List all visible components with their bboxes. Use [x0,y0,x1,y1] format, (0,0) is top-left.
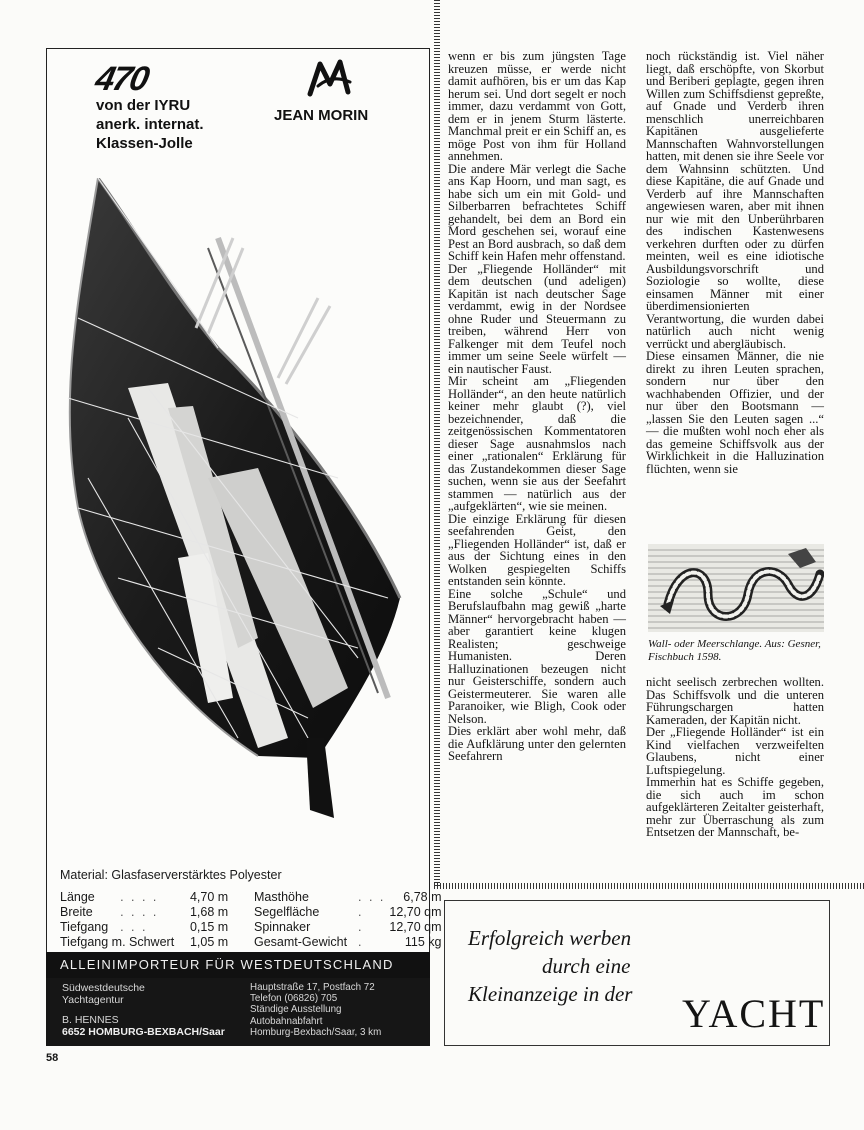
importer-address [62,982,225,1038]
class-470-logo: 470 [92,60,151,98]
footer-line: Homburg-Bexbach/Saar, 3 km [250,1026,382,1038]
spec-value: 4,70 m [189,890,229,904]
spec-row [254,920,442,935]
spec-row [60,935,228,950]
page-number: 58 [46,1052,59,1064]
paragraph: Die andere Mär verlegt die Sache ans Kap Hoorn, und man sagt, es habe sich um ein mit Gold- und Silberbarren befrachtetes Schiff gehandelt, bei dem an Bord ein Mord geschehen sei, worauf eine Pest an Bord ausbrach, so daß dem Schiff kein Hafen mehr offenstand. [448,161,626,263]
slogan-line: durch eine [542,954,631,978]
spec-row [60,920,228,935]
spec-dots: . [358,905,364,919]
spec-label: Breite [60,905,93,919]
paragraph: Immerhin hat es Schiffe gegeben, die sich auch im schon aufgeklärteren Zeitalter geisterhaft, mehr zur Überraschung als zum Entsetzen der Mannschaft, be- [646,775,824,839]
paragraph: Der „Fliegende Holländer“ ist ein Kind vielfachen verzweifelten Glaubens, nicht einer Luftspiegelung. [646,725,824,777]
importer-contact [250,982,381,1038]
spec-value: 12,70 qm [389,920,442,934]
article-column-1 [448,50,626,763]
spec-value: 115 kg [404,935,442,949]
jean-morin-logo-icon [306,58,354,98]
spec-dots: . . . [358,890,386,904]
spec-dots: . . . . [120,905,159,919]
importer-title-bar: ALLEINIMPORTEUR FÜR WESTDEUTSCHLAND [46,952,430,978]
paragraph: Mir scheint am „Fliegenden Holländer“, an den heute natürlich keiner mehr glaubt (?), viel bezeichnender, daß die zeitgenössischen Kommentatoren dieser Sage ausnahmslos nach einer „rationalen“ Erklärung für das Zustandekommen dieser Sage suchen, wenn sie aus der Seefahrt stammen — natürlich aus der „aufgeklärten“, wie sie meinen. [448,374,626,513]
paragraph: wenn er bis zum jüngsten Tage kreuzen müsse, er werde nicht damit aufhören, bis er um das Kap herum sei. Und dort segelt er noch immer, dazu verdammt von Gott, dem er in jenem Sturm lästerte. Manchmal preit er ein Schiff an, es möge Post von ihm für Holland annehmen. [448,49,626,163]
spec-dots: . [358,935,364,949]
slogan-line: Kleinanzeige in der [468,982,633,1006]
material-spec: Material: Glasfaserverstärktes Polyester [60,868,282,882]
footer-line: 6652 HOMBURG-BEXBACH/Saar [62,1026,225,1038]
footer-line: Telefon (06826) 705 [250,993,338,1005]
spec-value: 6,78 m [403,890,442,904]
sailing-dinghy-photo [58,178,408,818]
paragraph: nicht seelisch zerbrechen wollten. Das Schiffsvolk und die unteren Führungschargen hatten Kameraden, der Kapitän nicht. [646,675,824,727]
footer-line: Südwestdeutsche [62,982,145,994]
footer-line: Autobahnabfahrt [250,1015,323,1027]
spec-row [254,890,442,905]
paragraph: Dies erklärt aber wohl mehr, daß die Aufklärung unter den gelernten Seefahrern [448,724,626,763]
spec-row [60,905,228,920]
brand-name: JEAN MORIN [274,107,369,124]
paragraph: Diese einsamen Männer, die nie direkt zu ihren Leuten sprachen, sondern nur über den wachhabenden Offizier, und der nur über den Bootsmann — „lassen Sie den Leuten sagen ...“ — die mußten wohl noch eher als das gemeine Schiffsvolk aus der Wirklichkeit in die Halluzination flüchten, wenn sie [646,349,824,476]
spec-table-left [60,890,228,950]
paragraph: Die einzige Erklärung für diesen seefahrenden Geist, den „Fliegenden Holländer“ ist, daß er aus der Sichtung eines in den Wolken gespiegelten Schiffs entstanden sein könnte. [448,511,626,588]
spec-value: 12,70 qm [389,905,442,919]
spec-dots: . . . [120,920,148,934]
spec-label: Tiefgang [60,920,109,934]
image-caption: Wall- oder Meerschlange. Aus: Gesner, Fischbuch 1598. [648,638,821,663]
spec-row [254,935,442,950]
slogan-line: Erfolgreich werben [468,926,632,950]
paragraph: noch rückständig ist. Viel näher liegt, daß erschöpfte, von Skorbut und Beriberi geplagte, gegen ihren Willen zum Schiffsdienst gepreßte, auf Gnade und Verderb ihren menschlich unerreichbaren Kapitänen ausgelieferte Mannschaften Wahnvorstellungen hatten, mit denen sie ihre Seele vor dem Wahnsinn schützten. Und diese Kapitäne, die auf Gnade und Verderb auf ihre Mannschaften angewiesen waren, aber mit ihnen nur wie mit den Unberührbaren des indischen Kastenwesens verkehren durften oder zu dürfen meinten, weil es eine idiotische Ausbildungsvorschrift und Soziologie so wollte, diese einsamen Männer mit einer überdimensionierten Verantwortung, die wurden dabei natürlich auch nicht wenig verrückt und abergläubisch. [646,49,824,351]
spec-label: Masthöhe [254,890,309,904]
spec-row [254,905,442,920]
spec-label: Gesamt-Gewicht [254,935,348,949]
spec-label: Länge [60,890,95,904]
spec-value: 1,68 m [189,905,229,919]
paragraph: Der „Fliegende Holländer“ mit dem deutschen (und adeligen) Kapitän ist nach deutscher Sage verdammt, ewig in der Nordsee ohne Ruder und Steuermann zu treiben, während Herr von Falkenger mit dem Teufel noch immer um seine Seele würfelt — ein nautischer Faust. [448,261,626,376]
spec-label: Segelfläche [254,905,320,919]
column-rule-horizontal [434,883,864,889]
paragraph: Eine solche „Schule“ und Berufslaufbahn mag gewiß „harte Männer“ hervorgebracht haben — aber garantiert keine klugen Realisten; geschweige Humanisten. Deren Halluzinationen bezeugen nicht nur Geisterschiffe, sondern auch Geistermeuterer. Sie waren alle Paranoiker, wie Bligh, Cook oder Nelson. [448,586,626,726]
ad-tagline: von der IYRU anerk. internat. Klassen-Jolle [96,97,204,152]
spec-dots: . . . . [120,890,159,904]
spec-row [60,890,228,905]
footer-line: Hauptstraße 17, Postfach 72 [250,982,375,993]
yacht-ad-slogan [468,924,632,1008]
spec-value: 1,05 m [189,935,229,949]
article-column-2-continued [646,676,824,839]
spec-label: Spinnaker [254,920,311,934]
column-rule-vertical [434,0,440,888]
sea-serpent-woodcut [648,544,824,632]
yacht-magazine-name: YACHT [682,991,826,1036]
footer-line: Yachtagentur [62,994,124,1006]
footer-line: B. HENNES [62,1014,119,1026]
footer-line: Ständige Ausstellung [250,1004,342,1016]
spec-table-right [254,890,442,950]
spec-dots: . [358,920,364,934]
spec-label: Tiefgang m. Schwert [60,935,175,949]
spec-value: 0,15 m [189,920,229,934]
article-column-2 [646,50,824,475]
